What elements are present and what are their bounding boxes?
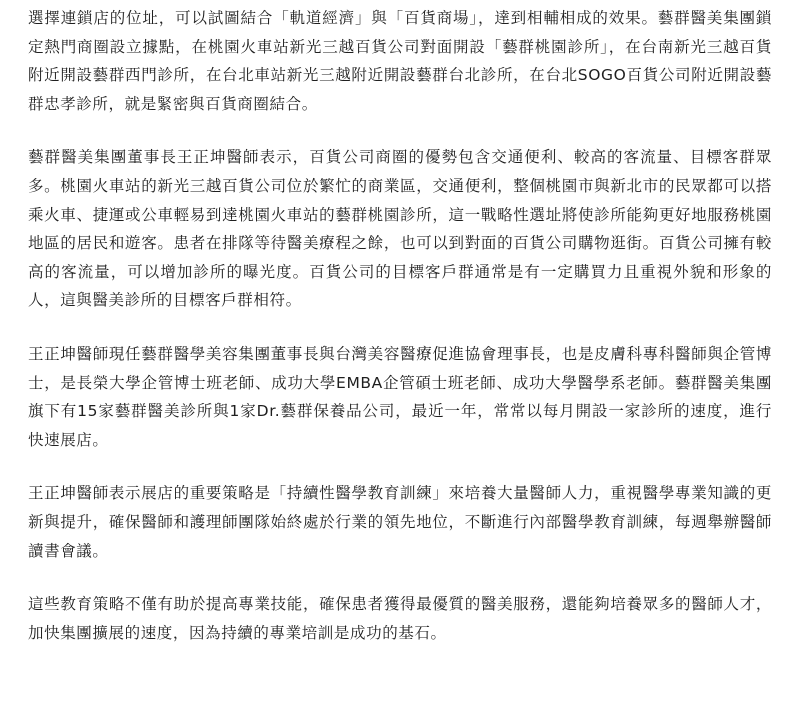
paragraph-education-strategy: 王正坤醫師表示展店的重要策略是「持續性醫學教育訓練」來培養大量醫師人力，重視醫學專業知識的更新與提升，確保醫師和護理師團隊始終處於行業的領先地位，不斷進行內部醫學教育訓練，每週舉辦醫師讀書會議。 bbox=[28, 484, 772, 560]
paragraph-chairman-profile: 王正坤醫師現任藝群醫學美容集團董事長與台灣美容醫療促進協會理事長，也是皮膚科專科醫師與企管博士，是長榮大學企管博士班老師、成功大學EMBA企管碩士班老師、成功大學醫學系老師。藝群醫美集團旗下有15家藝群醫美診所與1家Dr.藝群保養品公司，最近一年，常常以每月開設一家診所的速度，進行快速展店。 bbox=[28, 344, 772, 449]
paragraph-department-store-advantages: 藝群醫美集團董事長王正坤醫師表示，百貨公司商圈的優勢包含交通便利、較高的客流量、目標客群眾多。桃園火車站的新光三越百貨公司位於繁忙的商業區，交通便利，整個桃園市與新北市的民眾都可以搭乘火車、捷運或公車輕易到達桃園火車站的藝群桃園診所，這一戰略性選址將使診所能夠更好地服務桃園地區的居民和遊客。患者在排隊等待醫美療程之餘，也可以到對面的百貨公司購物逛街。百貨公司擁有較高的客流量，可以增加診所的曝光度。百貨公司的目標客戶群通常是有一定購買力且重視外貌和形象的人，這與醫美診所的目標客戶群相符。 bbox=[28, 148, 772, 310]
paragraph-conclusion: 這些教育策略不僅有助於提高專業技能，確保患者獲得最優質的醫美服務，還能夠培養眾多的醫師人才，加快集團擴展的速度，因為持續的專業培訓是成功的基石。 bbox=[28, 595, 772, 642]
paragraph-location-strategy: 選擇連鎖店的位址，可以試圖結合「軌道經濟」與「百貨商場」，達到相輔相成的效果。藝群醫美集團鎖定熱門商圈設立據點，在桃園火車站新光三越百貨公司對面開設「藝群桃園診所」，在台南新光三越百貨附近開設藝群西門診所，在台北車站新光三越附近開設藝群台北診所，在台北SOGO百貨公司附近開設藝群忠孝診所，就是緊密與百貨商圈結合。 bbox=[28, 9, 772, 113]
